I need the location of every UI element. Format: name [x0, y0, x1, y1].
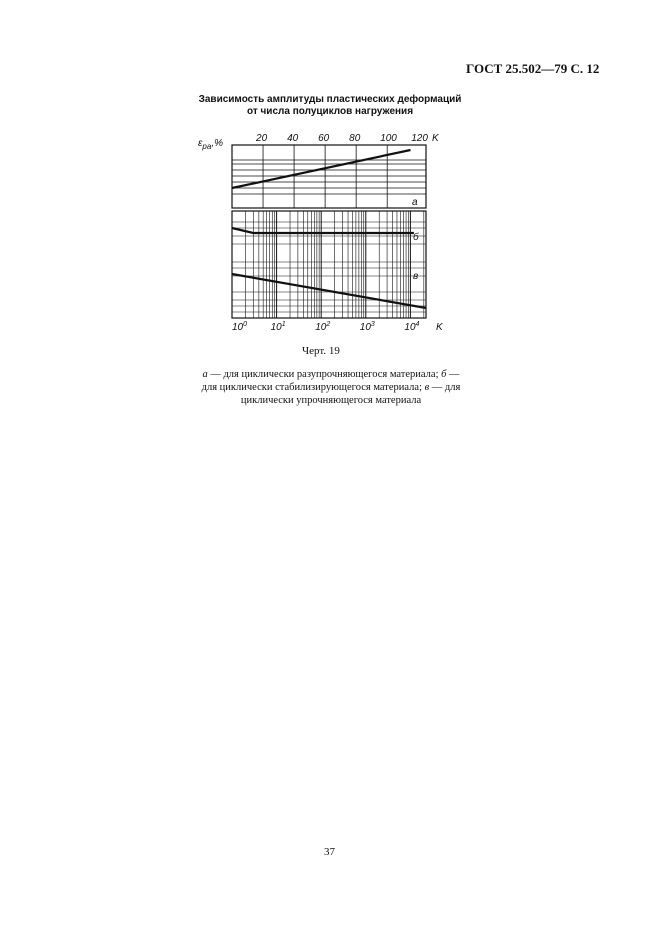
bottom-tick-label: $10^0$ [232, 321, 248, 333]
figure-title-line-1: Зависимость амплитуды пластических деформаций [198, 94, 462, 105]
deformation-chart [0, 0, 661, 360]
legend-text-c: — для [429, 382, 461, 393]
legend-text-b: для циклически стабилизирующегося материала; [201, 382, 425, 393]
top-tick-label: 120 [411, 133, 428, 144]
top-axis-unit: K [432, 133, 439, 144]
panel-a-grid [232, 145, 426, 208]
bottom-axis-ticks [232, 321, 420, 333]
legend-line-3: циклически упрочняющегося материала [240, 395, 422, 406]
panel-label-b: б [413, 232, 419, 243]
figure-legend [176, 368, 486, 407]
legend-text-a: — для циклически разупрочняющегося материала; [207, 369, 442, 380]
legend-key-a: а [202, 369, 208, 380]
bottom-axis-unit: K [436, 322, 443, 333]
panel-b-c [232, 211, 426, 318]
y-axis-label: $\varepsilon_{pa},\%$ [198, 138, 223, 151]
panel-label-c: в [413, 271, 419, 282]
legend-line-2 [176, 381, 486, 394]
panel-a [232, 145, 426, 208]
legend-dash-b: — [446, 369, 460, 380]
figure-title-line-2: от числа полуциклов нагружения [246, 106, 414, 117]
panel-a-frame [232, 145, 426, 208]
bottom-tick-label: $10^2$ [315, 321, 331, 333]
bottom-tick-label: $10^3$ [359, 321, 375, 333]
top-axis-ticks [255, 133, 428, 144]
bottom-tick-label: $10^1$ [270, 321, 286, 333]
top-tick-label: 100 [380, 133, 397, 144]
legend-key-c: в [424, 382, 430, 393]
legend-key-b: б [441, 369, 447, 380]
figure-caption: Черт. 19 [302, 345, 340, 357]
top-tick-label: 40 [287, 133, 299, 144]
legend-line-1 [176, 368, 486, 381]
curve-b [232, 228, 414, 233]
top-tick-label: 60 [318, 133, 330, 144]
page-number: 37 [324, 846, 335, 858]
top-tick-label: 80 [349, 133, 361, 144]
document-header: ГОСТ 25.502—79 С. 12 [466, 61, 600, 76]
top-tick-label: 20 [256, 133, 268, 144]
panel-label-a: а [412, 197, 418, 208]
bottom-tick-label: $10^4$ [404, 321, 420, 333]
